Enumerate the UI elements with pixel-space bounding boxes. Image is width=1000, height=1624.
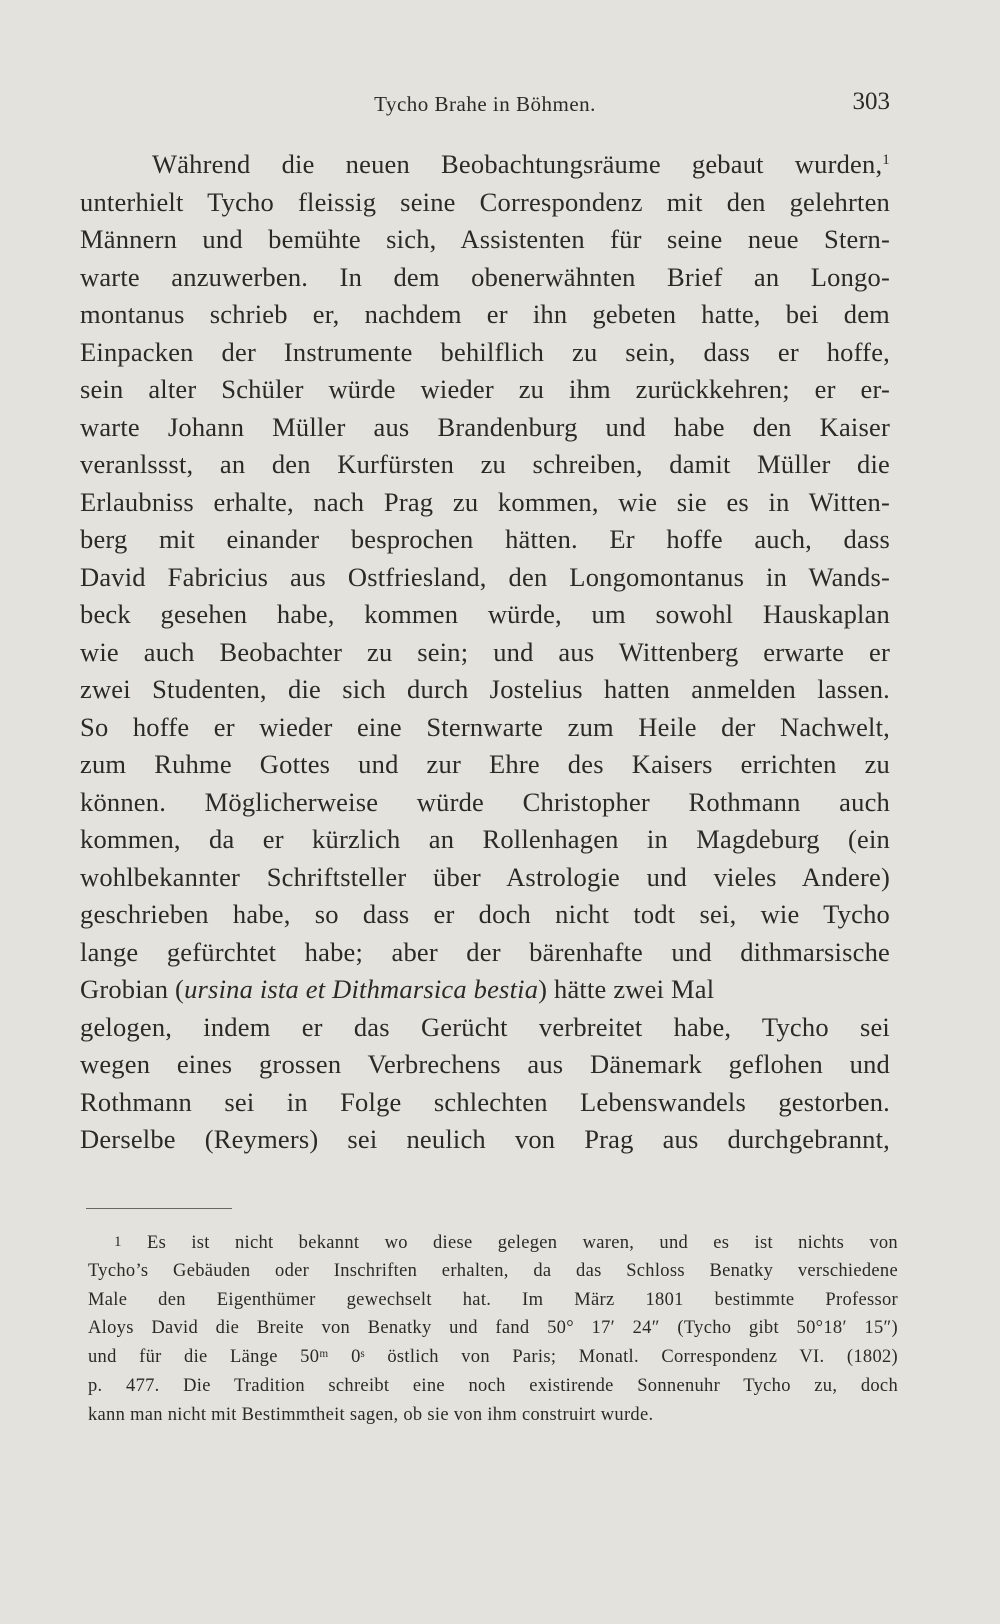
- text-line: warte Johann Müller aus Brandenburg und habe den Kaiser: [80, 411, 890, 442]
- text-line: können. Möglicherweise würde Christopher Rothmann auch: [80, 786, 890, 817]
- text-line: Erlaubniss erhalte, nach Prag zu kommen, wie sie es in Witten-: [80, 486, 890, 517]
- text-line: berg mit einander besprochen hätten. Er hoffe auch, dass: [80, 524, 890, 554]
- latin-quote: ursina ista et Dithmarsica bestia: [184, 974, 539, 1004]
- text-line: Derselbe (Reymers) sei neulich von Prag aus durchgebrannt,: [80, 1124, 890, 1154]
- text-line: sein alter Schüler würde wieder zu ihm zurückkehren; er er-: [80, 374, 890, 404]
- running-title: Tycho Brahe in Böhmen.: [374, 92, 596, 116]
- footnotes: [88, 1228, 898, 1430]
- page-number: 303: [852, 88, 890, 115]
- text-line: zwei Studenten, die sich durch Jostelius hatten anmelden lassen.: [80, 674, 890, 704]
- text-line: zum Ruhme Gottes und zur Ehre des Kaisers errichten zu: [80, 749, 890, 779]
- footnote-line: p. 477. Die Tradition schreibt eine noch existirende Sonnenuhr Tycho zu, doch: [88, 1375, 898, 1396]
- footnote-line: Tycho’s Gebäuden oder Inschriften erhalten, da das Schloss Benatky verschiedene: [88, 1260, 898, 1281]
- text-line: kommen, da er kürzlich an Rollenhagen in Magdeburg (ein: [80, 824, 890, 854]
- footnote-line: 1 Es ist nicht bekannt wo diese gelegen waren, und es ist nichts von: [114, 1233, 898, 1253]
- text-line: Einpacken der Instrumente behilflich zu sein, dass er hoffe,: [80, 336, 890, 367]
- footnote-reference: 1: [882, 152, 890, 168]
- footnote-line: und für die Länge 50ᵐ 0ˢ östlich von Paris; Monatl. Correspondenz VI. (1802): [88, 1347, 898, 1368]
- text-line: wegen eines grossen Verbrechens aus Dänemark geflohen und: [80, 1049, 890, 1079]
- text-line: Während die neuen Beobachtungsräume gebaut wurden,$^1$: [152, 149, 890, 179]
- text-line: montanus schrieb er, nachdem er ihn gebeten hatte, bei dem: [80, 299, 890, 329]
- text-line: geschrieben habe, so dass er doch nicht todt sei, wie Tycho: [80, 899, 890, 929]
- footnote-number: 1: [114, 1234, 122, 1250]
- text-line: Männern und bemühte sich, Assistenten für seine neue Stern-: [80, 224, 890, 254]
- footnote-rule: [86, 1208, 232, 1209]
- text-line: veranlssst, an den Kurfürsten zu schreiben, damit Müller die: [80, 449, 890, 479]
- text-line: So hoffe er wieder eine Sternwarte zum Heile der Nachwelt,: [80, 711, 890, 742]
- text-line: lange gefürchtet habe; aber der bärenhafte und dithmarsische: [80, 936, 890, 967]
- text-line: wie auch Beobachter zu sein; und aus Wittenberg erwarte er: [80, 636, 890, 667]
- text-line: Grobian (ursina ista et Dithmarsica bestia) hätte zwei Mal: [80, 974, 715, 1004]
- running-head: [80, 88, 890, 128]
- footnote-line: kann man nicht mit Bestimmtheit sagen, ob sie von ihm construirt wurde.: [88, 1404, 654, 1425]
- text-line: David Fabricius aus Ostfriesland, den Longomontanus in Wands-: [80, 561, 890, 592]
- text-line: warte anzuwerben. In dem obenerwähnten Brief an Longo-: [80, 261, 890, 292]
- text-line: gelogen, indem er das Gerücht verbreitet habe, Tycho sei: [80, 1011, 890, 1042]
- text-line: beck gesehen habe, kommen würde, um sowohl Hauskaplan: [80, 599, 890, 629]
- text-line: Rothmann sei in Folge schlechten Lebenswandels gestorben.: [80, 1086, 890, 1117]
- footnote-line: Aloys David die Breite von Benatky und fand 50° 17′ 24″ (Tycho gibt 50°18′ 15″): [88, 1318, 898, 1339]
- text-line: unterhielt Tycho fleissig seine Correspondenz mit den gelehrten: [80, 186, 890, 217]
- text-line: wohlbekannter Schriftsteller über Astrologie und vieles Andere): [80, 861, 890, 892]
- footnote-line: Male den Eigenthümer gewechselt hat. Im März 1801 bestimmte Professor: [88, 1289, 898, 1310]
- body-text: [80, 146, 890, 1159]
